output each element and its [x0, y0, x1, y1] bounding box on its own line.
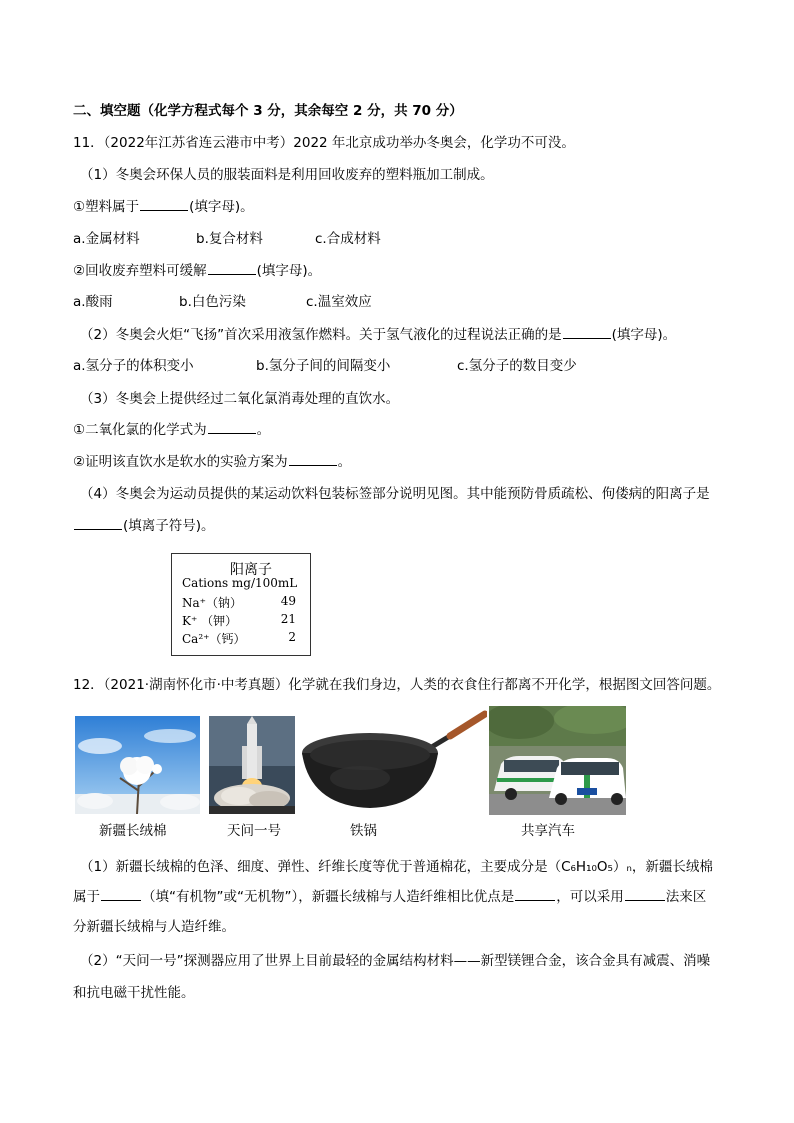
- q11-part3-b: ②证明该直饮水是软水的实验方案为 。: [73, 454, 352, 470]
- answer-blank[interactable]: [515, 888, 555, 901]
- option-c: c.温室效应: [306, 294, 372, 310]
- answer-blank[interactable]: [74, 517, 122, 530]
- rocket-photo: [209, 716, 295, 814]
- q12-part1-line3: 分新疆长绒棉与人造纤维。: [73, 919, 235, 935]
- cotton-photo: [75, 716, 200, 814]
- section-title: 二、填空题（化学方程式每个 3 分，其余每空 2 分，共 70 分）: [73, 103, 463, 119]
- q12-part2-line2: 和抗电磁干扰性能。: [73, 985, 195, 1001]
- label-row: Na⁺（钠） 49: [182, 594, 296, 610]
- q12-part2-line1: （2）“天问一号”探测器应用了世界上目前最轻的金属结构材料——新型镁锂合金，该合金具有减震、消噪: [80, 953, 711, 969]
- label-row: Ca²⁺（钙） 2: [182, 630, 296, 646]
- shared-car-photo: [489, 706, 626, 815]
- option-c: c.合成材料: [315, 231, 381, 247]
- option-b: b.复合材料: [196, 231, 263, 247]
- q12-part1-line2: 属于 （填“有机物”或“无机物”），新疆长绒棉与人造纤维相比优点是 ，可以采用 法来区: [73, 889, 707, 905]
- answer-blank[interactable]: [208, 262, 256, 275]
- wok-photo: [300, 708, 487, 813]
- answer-blank[interactable]: [101, 888, 141, 901]
- option-a: a.氢分子的体积变小: [73, 358, 194, 374]
- option-b: b.氢分子间的间隔变小: [256, 358, 391, 374]
- q11-part4: （4）冬奥会为运动员提供的某运动饮料包装标签部分说明见图。其中能预防骨质疏松、佝偻病的阳离子是: [80, 486, 710, 502]
- answer-blank[interactable]: [625, 888, 665, 901]
- option-b: b.白色污染: [179, 294, 246, 310]
- caption-car: 共享汽车: [521, 823, 575, 839]
- option-a: a.金属材料: [73, 231, 140, 247]
- q12-stem: 12．（2021·湖南怀化市·中考真题）化学就在我们身边，人类的衣食住行都离不开化学，根据图文回答问题。: [73, 677, 721, 693]
- q11-part1-b: ②回收废弃塑料可缓解 (填字母)。: [73, 263, 322, 279]
- q11-part1: （1）冬奥会环保人员的服装面料是利用回收废弃的塑料瓶加工制成。: [80, 167, 494, 183]
- q12-part1-line1: （1）新疆长绒棉的色泽、细度、弹性、纤维长度等优于普通棉花，主要成分是（C₆H₁₀O₅）ₙ，新疆长绒棉: [80, 859, 713, 875]
- caption-cotton: 新疆长绒棉: [99, 823, 167, 839]
- caption-rocket: 天问一号: [227, 823, 281, 839]
- answer-blank[interactable]: [140, 198, 188, 211]
- label-header: Cations mg/100mL: [182, 576, 298, 590]
- caption-wok: 铁锅: [350, 823, 377, 839]
- q11-part1-a: ①塑料属于 (填字母)。: [73, 199, 254, 215]
- q11-part4-end: (填离子符号)。: [73, 517, 215, 535]
- label-row: K⁺ （钾） 21: [182, 612, 296, 628]
- q11-part3: （3）冬奥会上提供经过二氧化氯消毒处理的直饮水。: [80, 391, 400, 407]
- label-title: 阳离子: [230, 562, 272, 578]
- option-c: c.氢分子的数目变少: [457, 358, 577, 374]
- answer-blank[interactable]: [289, 453, 337, 466]
- option-a: a.酸雨: [73, 294, 113, 310]
- q11-stem: 11．（2022年江苏省连云港市中考）2022 年北京成功举办冬奥会，化学功不可没。: [73, 135, 575, 151]
- cation-label-table: [171, 553, 311, 656]
- q11-part2: （2）冬奥会火炬“飞扬”首次采用液氢作燃料。关于氢气液化的过程说法正确的是 (填字母)。: [80, 327, 677, 343]
- answer-blank[interactable]: [208, 421, 256, 434]
- q11-part3-a: ①二氧化氯的化学式为 。: [73, 422, 271, 438]
- answer-blank[interactable]: [563, 326, 611, 339]
